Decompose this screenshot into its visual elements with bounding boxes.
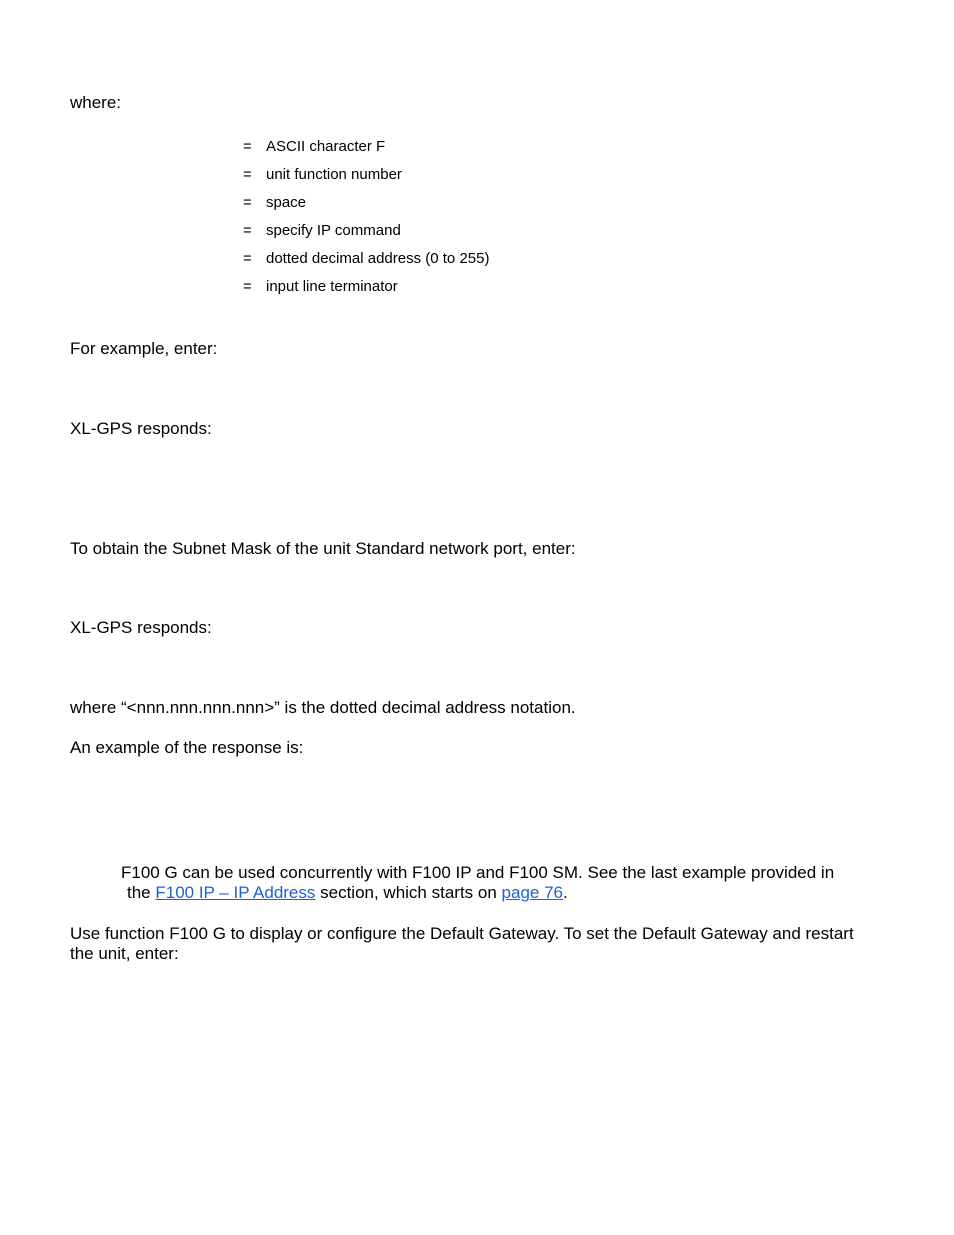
definition-description: unit function number [266, 166, 402, 183]
subnet-intro-text: To obtain the Subnet Mask of the unit Standard network port, enter: [70, 539, 576, 558]
definition-item [0, 138, 954, 156]
where-label: where: [70, 93, 122, 112]
definition-item [0, 194, 954, 212]
definition-item [0, 166, 954, 184]
definition-item [0, 278, 954, 296]
response-example-text: An example of the response is: [70, 738, 304, 757]
definition-item [0, 222, 954, 240]
ip-address-section-link[interactable]: F100 IP – IP Address [155, 883, 316, 902]
note-line [127, 883, 568, 903]
equals-sign: = [243, 250, 252, 267]
note-middle-text: section, which starts on [315, 883, 502, 902]
definition-description: ASCII character F [266, 138, 386, 155]
note-line: F100 G can be used concurrently with F100 IP and F100 SM. See the last example provided in [121, 863, 835, 882]
definition-description: dotted decimal address (0 to 255) [266, 250, 490, 267]
equals-sign: = [243, 166, 252, 183]
gateway-paragraph: Use function F100 G to display or configure the Default Gateway. To set the Default Gateway and restart the unit, enter: [70, 924, 854, 963]
definition-description: space [266, 194, 307, 211]
equals-sign: = [243, 138, 252, 155]
responds-text: XL-GPS responds: [70, 419, 212, 438]
equals-sign: = [243, 194, 252, 211]
definition-description: specify IP command [266, 222, 401, 239]
definition-item [0, 250, 954, 268]
page-reference-link[interactable]: page 76 [501, 883, 563, 902]
note-suffix-text: . [562, 883, 568, 902]
responds-text: XL-GPS responds: [70, 618, 212, 637]
equals-sign: = [243, 222, 252, 239]
definition-description: input line terminator [266, 278, 398, 295]
equals-sign: = [243, 278, 252, 295]
note-prefix-text: the [127, 883, 156, 902]
for-example-text: For example, enter: [70, 339, 218, 358]
notation-note-text: where “<nnn.nnn.nnn.nnn>” is the dotted decimal address notation. [70, 698, 576, 717]
